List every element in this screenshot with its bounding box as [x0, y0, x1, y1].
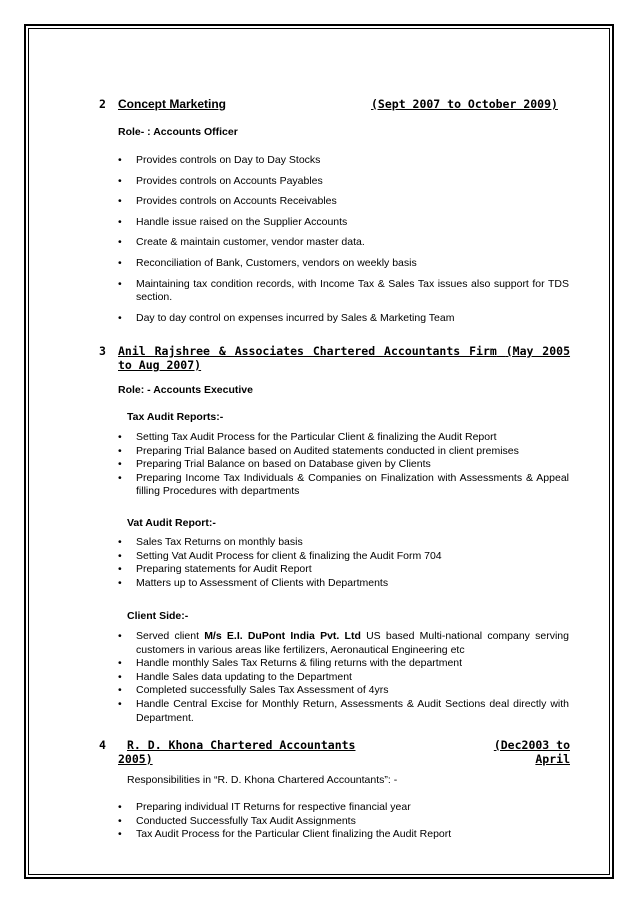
list-item: • Provides controls on Day to Day Stocks	[118, 154, 569, 168]
list-item: • Maintaining tax condition records, with Income Tax & Sales Tax issues also support for TDS section.	[118, 278, 569, 305]
list-item: • Reconciliation of Bank, Customers, vendors on weekly basis	[118, 257, 569, 271]
list-item: • Day to day control on expenses incurred by Sales & Marketing Team	[118, 312, 569, 326]
list-item: • Preparing individual IT Returns for respective financial year	[118, 801, 569, 815]
list-item: • Served client M/s E.I. DuPont India Pvt. Ltd US based Multi-national company serving customers in various areas like fertilizers, Aeronautical Engineering etc	[118, 630, 569, 657]
subsection-title: Client Side:-	[127, 610, 189, 622]
employment-period: (May 2005 to Aug 2007)	[118, 344, 571, 372]
company-name: Concept Marketing	[118, 97, 227, 111]
subsection-title: Vat Audit Report:-	[127, 517, 216, 529]
vat-audit-list	[118, 536, 569, 590]
list-item: • Tax Audit Process for the Particular Client finalizing the Audit Report	[118, 828, 569, 842]
tax-audit-list	[118, 431, 569, 499]
section-number: 2	[99, 97, 106, 111]
list-item: • Handle issue raised on the Supplier Accounts	[118, 216, 569, 230]
list-item: • Create & maintain customer, vendor master data.	[118, 236, 569, 250]
list-item: • Preparing Trial Balance on based on Database given by Clients	[118, 458, 569, 472]
list-item: • Completed successfully Sales Tax Assessment of 4yrs	[118, 684, 569, 698]
list-item: • Setting Tax Audit Process for the Particular Client & finalizing the Audit Report	[118, 431, 569, 445]
company-name: Anil Rajshree & Associates Chartered Accountants Firm	[118, 344, 497, 358]
section-number: 4	[99, 738, 106, 752]
role-title: Role: - Accounts Executive	[118, 384, 253, 396]
company-heading	[118, 344, 570, 372]
employment-period-end: 2005)	[118, 752, 153, 766]
employment-period: (Dec2003 to April	[493, 738, 570, 766]
responsibilities-intro: Responsibilities in “R. D. Khona Chartered Accountants”: -	[127, 774, 398, 786]
list-item: • Provides controls on Accounts Receivables	[118, 195, 569, 209]
responsibility-list	[118, 801, 569, 842]
list-item: • Preparing statements for Audit Report	[118, 563, 569, 577]
list-item: • Conducted Successfully Tax Audit Assignments	[118, 815, 569, 829]
section-number: 3	[99, 344, 106, 358]
list-item: • Handle monthly Sales Tax Returns & filing returns with the department	[118, 657, 569, 671]
list-item: • Handle Central Excise for Monthly Return, Assessments & Audit Sections deal directly with Department.	[118, 698, 569, 725]
subsection-title: Tax Audit Reports:-	[127, 411, 224, 423]
responsibility-list	[118, 154, 569, 332]
list-item: • Sales Tax Returns on monthly basis	[118, 536, 569, 550]
role-title: Role- : Accounts Officer	[118, 126, 238, 138]
list-item: • Setting Vat Audit Process for client & finalizing the Audit Form 704	[118, 550, 569, 564]
list-item: • Preparing Income Tax Individuals & Companies on Finalization with Assessments & Appeal filling Procedures with departments	[118, 472, 569, 499]
list-item: • Handle Sales data updating to the Department	[118, 671, 569, 685]
list-item: • Provides controls on Accounts Payables	[118, 175, 569, 189]
employment-period: (Sept 2007 to October 2009)	[371, 97, 558, 111]
client-name: M/s E.I. DuPont India Pvt. Ltd	[204, 630, 361, 642]
client-side-list	[118, 630, 569, 725]
list-item: • Preparing Trial Balance based on Audited statements conducted in client premises	[118, 445, 569, 459]
list-item: • Matters up to Assessment of Clients with Departments	[118, 577, 569, 591]
company-name: R. D. Khona Chartered Accountants	[127, 738, 356, 752]
